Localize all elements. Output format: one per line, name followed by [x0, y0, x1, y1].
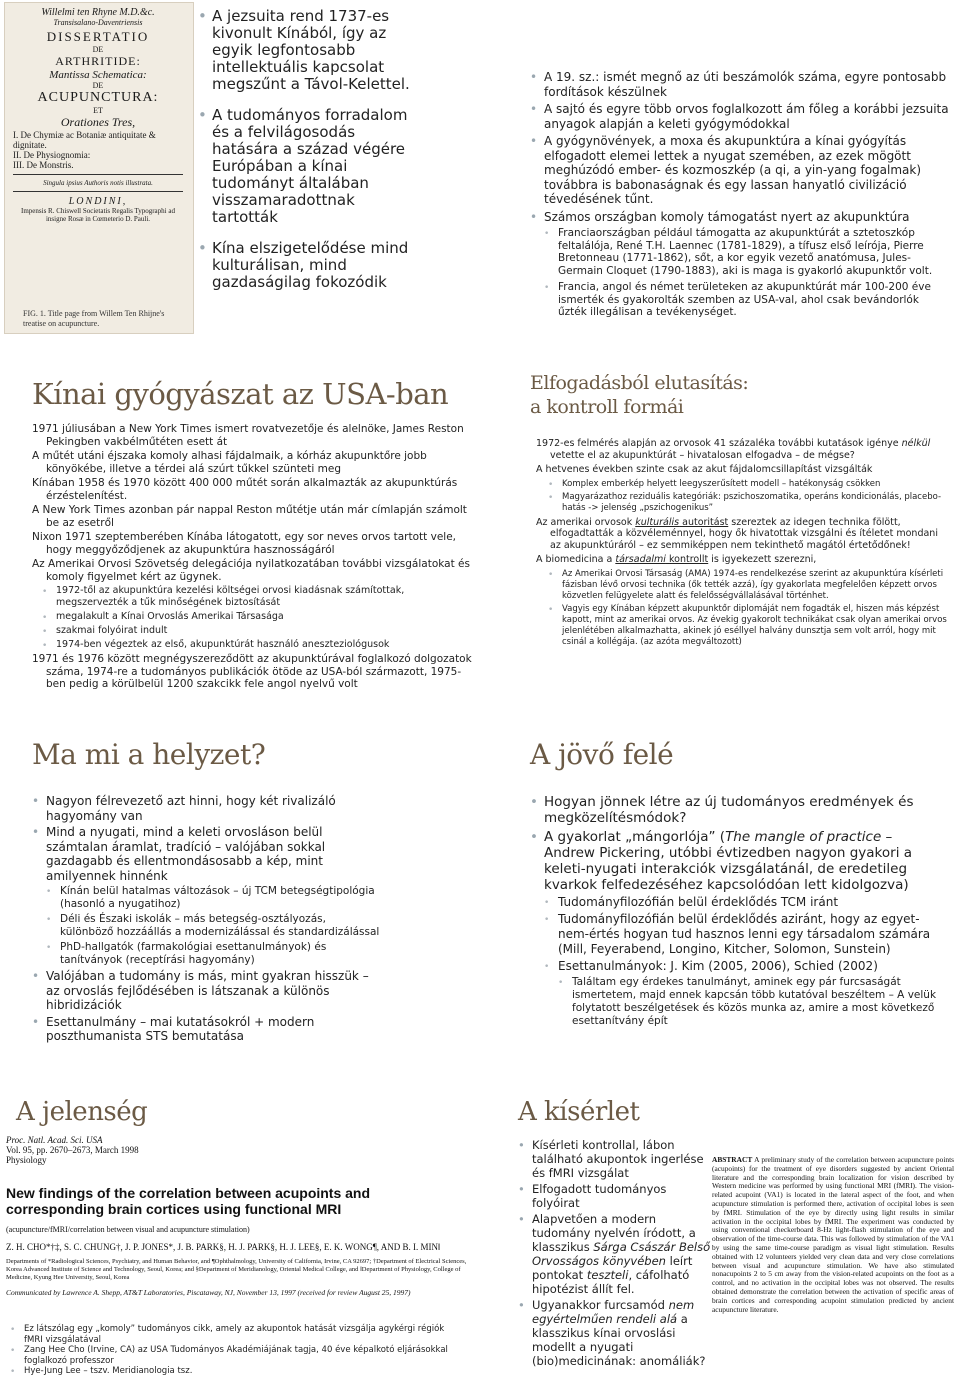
- title-line: a kontroll formái: [530, 396, 684, 418]
- para: A műtét utáni éjszaka komoly alhasi fájdalmaik, a kórház akupunktőre jobb könyökébe, illetve a térdei alá szúrt tűkkel szünteti meg: [32, 450, 427, 475]
- scan-line: ET: [93, 106, 103, 115]
- scan-line: Impensis R. Chiswell Societatis Regalis Typographi ad insigne Rosæ in Cœmeterio D. Pauli.: [21, 207, 175, 223]
- emphasis: The mangle of practice: [725, 829, 882, 845]
- slide-2: [480, 0, 960, 345]
- text: leírt pontokat: [532, 1254, 693, 1282]
- scan-line: DE: [92, 45, 104, 54]
- scan-line: DISSERTATIO: [46, 29, 150, 44]
- para: [536, 438, 948, 461]
- slide-7-notes: [10, 1324, 465, 1377]
- para: 1971 júliusában a New York Times ismert rovatvezetője és alelnöke, James Reston Pekingben vakbélműtéten esett át: [32, 423, 464, 448]
- bullet: [530, 210, 950, 319]
- bullet: • A sajtó és egyre több orvos foglalkozott ám főleg a korábbi jezsuita anyagok alapján a keleti gyógymódokkal: [530, 102, 950, 131]
- sub-bullet: • Déli és Északi iskolák – más betegség-osztályozás, különböző hozzáállás a modernizálással és standardizálással: [46, 913, 382, 939]
- text: vetette el az akupunktúrát – hivatalosan elfogadva – de mégse?: [550, 449, 855, 461]
- paper-subtitle: (acupuncture/fMRI/correlation between visual and acupuncture stimulation): [6, 1225, 250, 1234]
- bullet-list: [32, 794, 382, 1044]
- scan-line: ARTHRITIDE:: [55, 54, 141, 68]
- sub-bullets: [544, 895, 945, 1028]
- slide-title: A jelenség: [16, 1097, 148, 1127]
- paper-title: New findings of the correlation between acupoints and corresponding brain cortices using functional MRI: [6, 1185, 371, 1217]
- text: Az amerikai orvosok: [536, 516, 636, 528]
- bullet: [518, 1212, 713, 1296]
- slide-title: Kínai gyógyászat az USA-ban: [32, 377, 449, 411]
- title-page-scan: [4, 2, 194, 334]
- bullet: • Valójában a tudomány is más, mint gyakran hisszük – az orvoslás fejlődésében is látszanak a különös hibridizációk: [32, 969, 382, 1013]
- para: 1971 és 1976 között megnégyszereződött az akupunktúrával foglalkozó dolgozatok száma, 1974-re a tudományos publikációk ötöde az USA-ból származott, 1975-ben pedig a körülbelül 1200 szakcikk fele angol nyelvű volt: [32, 653, 472, 690]
- sub-bullet: [544, 959, 945, 1028]
- scan-line: LONDINI,: [68, 196, 128, 207]
- sub-bullet: • Tudományfilozófián belül érdeklődés TCM iránt: [544, 895, 945, 910]
- text: A gyakorlat „mángorlója” (: [544, 829, 726, 845]
- note: • Hye-Jung Lee – tszv. Meridianologia tsz.: [10, 1366, 465, 1377]
- text: szereztek az idegen technika fölött, elfogadtatták a közvéleménnyel, hogy ők hivatottak vizsgálni és ítéletet mondani az akupunktúráról – ez semmiképpen nem tekinthető magától értetődőnek!: [550, 516, 938, 551]
- slide-3-body: [32, 423, 472, 691]
- bullet: • Kísérleti kontrollal, lábon található akupontok ingerlése és fMRI vizsgálat: [518, 1138, 713, 1180]
- scan-line: DE: [92, 81, 104, 90]
- sub-bullets: [544, 227, 950, 319]
- bullet-text: Számos országban komoly támogatást nyert az akupunktúra: [544, 209, 910, 224]
- note: • Zang Hee Cho (Irvine, CA) az USA Tudományos Akadémiájának tagja, 40 éve képalkotó eljárásokkal foglalkozó professzor: [10, 1345, 465, 1366]
- scan-line: II. De Physiognomia:: [13, 150, 91, 160]
- sub-bullet: • Az Amerikai Orvosi Társaság (AMA) 1974-es rendelkezése szerint az akupunktúra kísérleti fázisban lévő orvosi technika (ők tették azzá), így gyakorlata megfelelően képzett orvos közvetlen felügyelete alatt és felelősségvállalásával történhet.: [548, 569, 948, 602]
- slide-6-body: [530, 794, 945, 1028]
- text: A biomedicina a: [536, 554, 616, 565]
- abstract-box: [712, 1156, 954, 1376]
- slide-title: [530, 371, 748, 419]
- text: Alapvetően a modern tudomány nyelvén íródott, a klasszikus: [532, 1212, 696, 1254]
- slide-8-bullets: [518, 1138, 713, 1368]
- underline: kontrollt: [665, 554, 709, 565]
- scan-line: Mantissa Schematica:: [49, 69, 147, 81]
- slide-title: A kísérlet: [518, 1097, 640, 1127]
- para-list: [536, 438, 948, 476]
- bullet-text: Mind a nyugati, mind a keleti orvosláson belül számtalan áramlat, tradíció – valójában sokkal gazdagabb és ellentmondásosabb a kép, mint amilyennek hinnénk: [46, 825, 326, 883]
- sub-bullet: • Tudományfilozófián belül érdeklődés aziránt, hogy az egyet-nem-értés hogyan tud hasznos lenni egy társadalom számára (Mill, Feyerabend, Longino, Kitcher, Solomon, Sunstein): [544, 912, 945, 957]
- slide-title: A jövő felé: [530, 738, 674, 771]
- sub-bullet-text: Esettanulmányok: J. Kim (2005, 2006), Schied (2002): [558, 959, 878, 973]
- bullet: [32, 825, 382, 967]
- slide-5: [0, 690, 480, 1043]
- sub-bullet: • 1972-től az akupunktúra kezelési költségei orvosi kiadásnak számítottak, megszervezték a tűk minőségének biztosítását: [42, 585, 472, 609]
- sub-bullet: • Kínán belül hatalmas változások – új TCM betegségtipológia (hasonló a nyugatihoz): [46, 885, 382, 911]
- title-line: Elfogadásból elutasítás:: [530, 372, 749, 394]
- para: [536, 517, 948, 552]
- sub-bullet: • Magyarázathoz reziduális kategóriák: pszichoszomatika, operáns kondicionálás, placebo-hatás -> jelenség „pszichogenikus”: [548, 492, 948, 514]
- bullet: • Esettanulmány – mai kutatásokról + modern poszthumanista STS bemutatása: [32, 1015, 382, 1044]
- slide-2-bullets: [530, 70, 950, 319]
- bullet: • Elfogadott tudományos folyóirat: [518, 1182, 713, 1210]
- text: – Andrew Pickering, utóbbi évtizedben nagyon gyakori a keleti-nyugati interakciók vizsgálatánál, de eredetileg kvarkok felfedezéséhez kapcsolódóan lett kidolgozva): [544, 829, 913, 893]
- slide-title: Ma mi a helyzet?: [32, 738, 266, 771]
- slide-1: [0, 0, 480, 345]
- scan-line: Orationes Tres,: [60, 115, 136, 129]
- para-list: [32, 653, 472, 691]
- bullet: [518, 1298, 713, 1368]
- scan-line: Willelmi ten Rhyne M.D.&c.: [41, 7, 155, 18]
- sub-bullet: • Komplex emberkép helyett leegyszerűsített modell – hatékonyság csökken: [548, 479, 948, 490]
- para: A hetvenes években szinte csak az akut fájdalomcsillapítást vizsgálták: [536, 464, 873, 475]
- sub-bullet: • szakmai folyóirat indult: [42, 625, 472, 637]
- text: Ugyanakkor furcsamód: [532, 1298, 669, 1312]
- text: a klasszikus kínai orvoslási modellt a nyugati (bio)medicinának: anomáliák?: [532, 1312, 706, 1368]
- slide-8: [480, 1035, 960, 1380]
- bullet: • A tudományos forradalom és a felvilágosodás hatására a század végére Európában a kínai tudományt általában visszamaradottnak tartották: [198, 107, 423, 226]
- sub-bullets: [46, 885, 382, 967]
- underline: autoritást: [679, 516, 729, 528]
- text: , cáfolható hipotézist állít fel.: [532, 1268, 690, 1296]
- paper-header: [6, 1135, 474, 1341]
- para: Az Amerikai Orvosi Szövetség delegációja nyilatkozatában további vizsgálatokat és komoly figyelmet kért az ügynek.: [32, 558, 470, 583]
- journal-line: Vol. 95, pp. 2670–2673, March 1998: [6, 1145, 139, 1155]
- text: 1972-es felmérés alapján az orvosok 41 százaléka további kutatások igénye: [536, 438, 902, 449]
- sub-sub-bullets: [558, 976, 945, 1028]
- bullet: • A jezsuita rend 1737-es kivonult Kínából, így az egyik legfontosabb intellektuális kapcsolat megszűnt a Távol-Kelettel.: [198, 8, 423, 93]
- slide-7: [0, 1035, 480, 1380]
- slide-5-body: [32, 794, 382, 1044]
- para: [536, 554, 948, 566]
- sub-bullet: • Francia, angol és német területeken az akupunktúrát már 100-200 éve ismerték és gyakorolták szemben az USA-val, ahol csak bevándorlók űzték illegálisan a tevékenységet.: [544, 281, 950, 319]
- abstract-label: ABSTRACT: [712, 1155, 753, 1164]
- para: A New York Times azonban pár nappal Reston műtétje után már címlapján számolt be az esetről: [32, 504, 467, 529]
- bullet-list: [530, 794, 945, 1028]
- bullet: • Kína elszigetelődése mind kulturálisan, mind gazdaságilag fokozódik: [198, 240, 423, 291]
- para-list: [536, 517, 948, 566]
- emphasis: nem egyértelműen rendeli alá: [532, 1298, 695, 1326]
- paper-communicated: Communicated by Lawrence A. Shepp, AT&T Laboratories, Piscataway, NJ, November 13, 1997 (received for review August 25, 1997): [6, 1288, 411, 1297]
- abstract-text: A preliminary study of the correlation between acupuncture points (acupoints) for the treatment of eye disorders suggested by ancient Oriental literature and the corresponding brain localization for vision described by Western medicine was performed by using functional MRI (fMRI). The vision-related acupoint (VA1) is located in the lateral aspect of the foot, and when acupuncture stimulation is performed there, activation of occipital lobes is seen by fMRI. Stimulation of the eye by directly using light results in similar activation in the occipital lobes by fMRI. The experiment was conducted by using conventional checkerboard 8-Hz light-flash stimulation of the eye and observation of the time-course data. This was followed by stimulation of the VA1 by using the same time-course paradigm as visual light stimulation. Results obtained with 12 volunteers yielded very clean data and very close correlations between visual and acupuncture stimulation. We have also stimulated nonacupoints 2 to 5 cm away from the vision-related acupoints on the foot as a control, and no activation in the occipital lobes was not observed. The results obtained demonstrate the correlation between the activation of specific areas of brain cortices and corresponding acupoint stimulation predicted by ancient acupuncture literature.: [712, 1155, 954, 1314]
- para-list: [32, 423, 472, 583]
- sub-bullet: • PhD-hallgatók (farmakológiai esettanulmányok) és tanítványok (receptírási hagyomány): [46, 941, 382, 967]
- scan-line: Singula ipsius Authoris notis illustrata.: [43, 179, 153, 187]
- bullet: • Hogyan jönnek létre az új tudományos eredmények és megközelítésmódok?: [530, 794, 945, 826]
- bullet: • A gyógynövények, a moxa és akupunktúra a kínai gyógyítás elfogadott elemei lettek a nyugat szemében, az ezek mögött meghúzódó ember- és kozmoszkép (a qi, a yin-yang fogalmak) továbbra is babonaságnak és egy lassan hanyatló civilizáció tévedésének tűnt.: [530, 134, 950, 207]
- slide-1-bullets: [198, 8, 423, 291]
- bullet: [530, 829, 945, 1028]
- note: • Ez látszólag egy „komoly” tudományos cikk, amely az akupontok hatását vizsgálja agykérgi régiók fMRI vizsgálatával: [10, 1324, 465, 1345]
- scan-caption: FIG. 1. Title page from Willem Ten Rhijne's treatise on acupuncture.: [23, 309, 165, 328]
- text: is igyekezett szerezni,: [708, 554, 817, 565]
- sub-bullets: [42, 585, 472, 651]
- sub-bullets: [548, 479, 948, 514]
- emphasis: kulturális: [635, 516, 680, 528]
- bullet: • Nagyon félrevezető azt hinni, hogy két rivalizáló hagyomány van: [32, 794, 382, 823]
- emphasis: nélkül: [901, 438, 931, 449]
- scan-line: Transisalano-Daventriensis: [53, 18, 143, 27]
- sub-sub-bullet: • Találtam egy érdekes tanulmányt, aminek egy pár furcsaságát ismertetem, majd ennek kapcsán több kutatóval beszéltem – A velük folytatott beszélgetések és közös munka az, amire a most következő esettanítvány épít: [558, 976, 945, 1028]
- para: Nixon 1971 szeptemberében Kínába látogatott, egy sor neves orvos tartott vele, hogy meggyőződjenek az akupunktúra hasznosságáról: [32, 531, 456, 556]
- journal-line: Proc. Natl. Acad. Sci. USA: [6, 1135, 103, 1145]
- slide-3: [0, 345, 480, 690]
- emphasis: társadalmi: [615, 554, 666, 565]
- sub-bullet: • 1974-ben végeztek az első, akupunktúrát használó aneszteziológusok: [42, 639, 472, 651]
- sub-bullet: • Franciaországban például támogatta az akupunktúrát a sztetoszkóp feltalálója, René T.H. Laennec (1781-1829), a tífusz első leírója, Pierre Bretonneau (1771-1862), sőt, a kor egyik vezető anatómusa, Jules-Germain Cloquet (1790-1883), aki is maga is gyakorló akupunktőr volt.: [544, 227, 950, 277]
- scan-line: I. De Chymiæ ac Botaniæ antiquitate & dignitate.: [13, 130, 156, 150]
- sub-bullet: • Vagyis egy Kínában képzett akupunktőr diplomáját nem fogadták el, hiszen más képzést kapott, mint az amerikai orvos. Az évekig gyakorolt technikákat csak olyan amerikai orvos jelenlétében alkalmazhatta, akinek jó eséllyel halvány dunsztja sem volt arról, hogy mit csinál a kollégája. (az azóta megváltozott): [548, 604, 948, 648]
- sub-bullet: • megalakult a Kínai Orvoslás Amerikai Társasága: [42, 611, 472, 623]
- bullet: • A 19. sz.: ismét megnő az úti beszámolók száma, egyre pontosabb fordítások készülnek: [530, 70, 950, 99]
- para: Kínában 1958 és 1970 között 400 000 műtét során alkalmazták az akupunktúrás érzéstelenítést.: [32, 477, 458, 502]
- slide-4: [480, 345, 960, 690]
- scan-line: ACUPUNCTURA:: [37, 90, 159, 105]
- scan-line: III. De Monstris.: [13, 160, 74, 170]
- paper-authors: Z. H. CHO*†‡, S. C. CHUNG†, J. P. JONES*, J. B. PARK§, H. J. PARK§, H. J. LEE§, E. K. WONG¶, AND B. I. MIN‖: [6, 1242, 441, 1252]
- slide-4-body: [536, 438, 948, 648]
- sub-bullets: [548, 569, 948, 648]
- emphasis: Sárga Császár Belső Orvosságos könyvében: [532, 1240, 711, 1268]
- paper-affiliations: Departments of *Radiological Sciences, Psychiatry, and Human Behavior, and ¶Ophthalmology, University of California, Irvine, CA 92697; †Department of Electrical Sciences, Korea Advanced Institute of Science and Technology, Seoul, Korea; and §Department of Meridianology, Oriental Medical College, and ‖Department of Physiology, College of Medicine, Kyung Hee University, Seoul, Korea: [6, 1258, 467, 1281]
- emphasis: teszteli: [586, 1268, 629, 1282]
- slide-6: [480, 690, 960, 1035]
- journal-line: Physiology: [6, 1155, 47, 1165]
